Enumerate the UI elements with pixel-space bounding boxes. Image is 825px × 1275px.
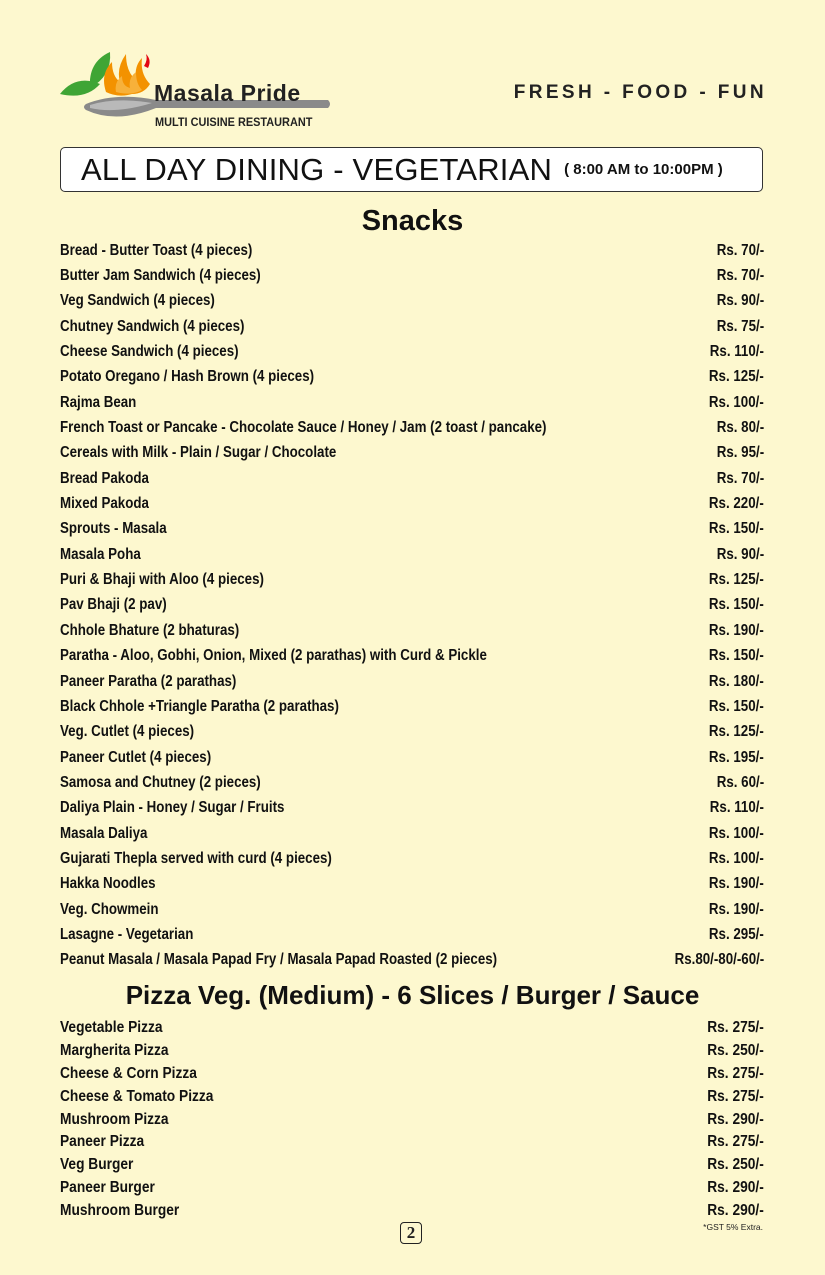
snacks-list	[60, 238, 764, 973]
page-number: 2	[400, 1222, 422, 1244]
item-price: Rs. 100/-	[709, 393, 764, 411]
item-name: Butter Jam Sandwich (4 pieces)	[60, 267, 261, 285]
item-name: Veg. Cutlet (4 pieces)	[60, 723, 195, 741]
item-name: Mushroom Pizza	[60, 1110, 169, 1128]
item-name: Cheese & Tomato Pizza	[60, 1087, 214, 1105]
menu-item	[60, 1199, 764, 1222]
menu-item	[60, 415, 764, 440]
menu-item	[60, 897, 764, 922]
item-price: Rs. 275/-	[707, 1019, 764, 1037]
item-price: Rs. 70/-	[716, 469, 764, 487]
item-price: Rs. 90/-	[716, 545, 764, 563]
menu-item	[60, 466, 764, 491]
item-name: Cheese & Corn Pizza	[60, 1064, 197, 1082]
gst-note: *GST 5% Extra.	[703, 1222, 763, 1232]
item-price: Rs. 250/-	[707, 1042, 764, 1060]
item-name: Samosa and Chutney (2 pieces)	[60, 773, 261, 791]
item-price: Rs. 190/-	[709, 875, 764, 893]
item-name: Peanut Masala / Masala Papad Fry / Masala Papad Roasted (2 pieces)	[60, 951, 498, 969]
item-name: Rajma Bean	[60, 393, 137, 411]
menu-item	[60, 1108, 764, 1131]
item-name: Paratha - Aloo, Gobhi, Onion, Mixed (2 parathas) with Curd & Pickle	[60, 647, 487, 665]
menu-item	[60, 238, 764, 263]
item-name: Bread Pakoda	[60, 469, 149, 487]
tagline: FRESH - FOOD - FUN	[513, 82, 767, 103]
menu-item	[60, 644, 764, 669]
item-name: Paneer Burger	[60, 1178, 155, 1196]
item-price: Rs. 220/-	[709, 495, 764, 513]
item-price: Rs. 75/-	[716, 317, 764, 335]
item-name: Gujarati Thepla served with curd (4 pieces)	[60, 849, 332, 867]
section-title-pizza: Pizza Veg. (Medium) - 6 Slices / Burger / Sauce	[125, 980, 700, 1010]
item-name: Masala Poha	[60, 545, 141, 563]
restaurant-logo	[56, 48, 346, 138]
item-price: Rs. 150/-	[709, 520, 764, 538]
item-name: Vegetable Pizza	[60, 1019, 163, 1037]
item-name: Black Chhole +Triangle Paratha (2 parathas)	[60, 697, 339, 715]
menu-item	[60, 491, 764, 516]
menu-item	[60, 745, 764, 770]
item-price: Rs. 125/-	[709, 723, 764, 741]
banner-hours: ( 8:00 AM to 10:00PM )	[564, 161, 723, 178]
section-title-snacks: Snacks	[361, 205, 464, 237]
item-price: Rs. 100/-	[709, 849, 764, 867]
menu-item	[60, 872, 764, 897]
menu-item	[60, 1177, 764, 1200]
item-price: Rs. 60/-	[716, 773, 764, 791]
menu-item	[60, 1131, 764, 1154]
item-name: Paneer Paratha (2 parathas)	[60, 672, 237, 690]
menu-item	[60, 314, 764, 339]
item-price: Rs. 290/-	[707, 1110, 764, 1128]
menu-item	[60, 1040, 764, 1063]
menu-item	[60, 618, 764, 643]
item-price: Rs. 290/-	[707, 1178, 764, 1196]
item-price: Rs. 275/-	[707, 1087, 764, 1105]
brand-subtitle: MULTI CUISINE RESTAURANT	[155, 117, 313, 129]
item-price: Rs. 275/-	[707, 1133, 764, 1151]
menu-item	[60, 669, 764, 694]
menu-item	[60, 1154, 764, 1177]
item-name: Mixed Pakoda	[60, 495, 149, 513]
menu-item	[60, 796, 764, 821]
item-price: Rs. 70/-	[716, 241, 764, 259]
item-price: Rs. 100/-	[709, 824, 764, 842]
item-price: Rs. 110/-	[709, 799, 764, 817]
brand-name: Masala Pride	[154, 80, 301, 106]
item-name: Mushroom Burger	[60, 1201, 180, 1219]
item-price: Rs. 180/-	[709, 672, 764, 690]
item-price: Rs. 125/-	[709, 571, 764, 589]
menu-item	[60, 517, 764, 542]
item-name: Veg Burger	[60, 1156, 134, 1174]
item-price: Rs. 70/-	[716, 267, 764, 285]
item-price: Rs. 190/-	[709, 900, 764, 918]
item-price: Rs. 95/-	[716, 444, 764, 462]
menu-item	[60, 339, 764, 364]
menu-item	[60, 1085, 764, 1108]
menu-item	[60, 289, 764, 314]
item-name: Cereals with Milk - Plain / Sugar / Chocolate	[60, 444, 337, 462]
item-price: Rs. 195/-	[709, 748, 764, 766]
item-name: Daliya Plain - Honey / Sugar / Fruits	[60, 799, 285, 817]
item-name: Paneer Cutlet (4 pieces)	[60, 748, 212, 766]
menu-item	[60, 694, 764, 719]
item-name: Lasagne - Vegetarian	[60, 925, 194, 943]
item-name: Puri & Bhaji with Aloo (4 pieces)	[60, 571, 264, 589]
item-price: Rs.80/-80/-60/-	[674, 951, 764, 969]
item-name: French Toast or Pancake - Chocolate Sauce / Honey / Jam (2 toast / pancake)	[60, 419, 547, 437]
item-price: Rs. 90/-	[716, 292, 764, 310]
item-name: Hakka Noodles	[60, 875, 156, 893]
item-name: Veg. Chowmein	[60, 900, 159, 918]
menu-item	[60, 821, 764, 846]
item-price: Rs. 150/-	[709, 697, 764, 715]
item-name: Chutney Sandwich (4 pieces)	[60, 317, 245, 335]
menu-item	[60, 390, 764, 415]
menu-item	[60, 593, 764, 618]
item-name: Pav Bhaji (2 pav)	[60, 596, 167, 614]
menu-item	[60, 846, 764, 871]
menu-item	[60, 770, 764, 795]
dining-banner	[60, 147, 763, 192]
item-name: Margherita Pizza	[60, 1042, 169, 1060]
menu-item	[60, 441, 764, 466]
menu-item	[60, 567, 764, 592]
item-name: Bread - Butter Toast (4 pieces)	[60, 241, 253, 259]
menu-item	[60, 1063, 764, 1086]
item-price: Rs. 295/-	[709, 925, 764, 943]
item-price: Rs. 150/-	[709, 647, 764, 665]
item-price: Rs. 110/-	[709, 343, 764, 361]
item-name: Paneer Pizza	[60, 1133, 145, 1151]
item-price: Rs. 125/-	[709, 368, 764, 386]
menu-item	[60, 948, 764, 973]
banner-title: ALL DAY DINING - VEGETARIAN	[81, 151, 553, 187]
item-name: Veg Sandwich (4 pieces)	[60, 292, 215, 310]
menu-item	[60, 365, 764, 390]
item-name: Potato Oregano / Hash Brown (4 pieces)	[60, 368, 315, 386]
item-price: Rs. 275/-	[707, 1064, 764, 1082]
item-price: Rs. 150/-	[709, 596, 764, 614]
item-name: Cheese Sandwich (4 pieces)	[60, 343, 239, 361]
item-price: Rs. 80/-	[716, 419, 764, 437]
pizza-list	[60, 1017, 764, 1222]
menu-item	[60, 542, 764, 567]
menu-item	[60, 1017, 764, 1040]
item-price: Rs. 290/-	[707, 1201, 764, 1219]
item-name: Masala Daliya	[60, 824, 148, 842]
menu-item	[60, 720, 764, 745]
menu-item	[60, 922, 764, 947]
menu-item	[60, 263, 764, 288]
flame-icon	[104, 54, 150, 96]
item-name: Chhole Bhature (2 bhaturas)	[60, 621, 240, 639]
leaf-icon	[60, 52, 110, 96]
item-name: Sprouts - Masala	[60, 520, 167, 538]
item-price: Rs. 250/-	[707, 1156, 764, 1174]
item-price: Rs. 190/-	[709, 621, 764, 639]
